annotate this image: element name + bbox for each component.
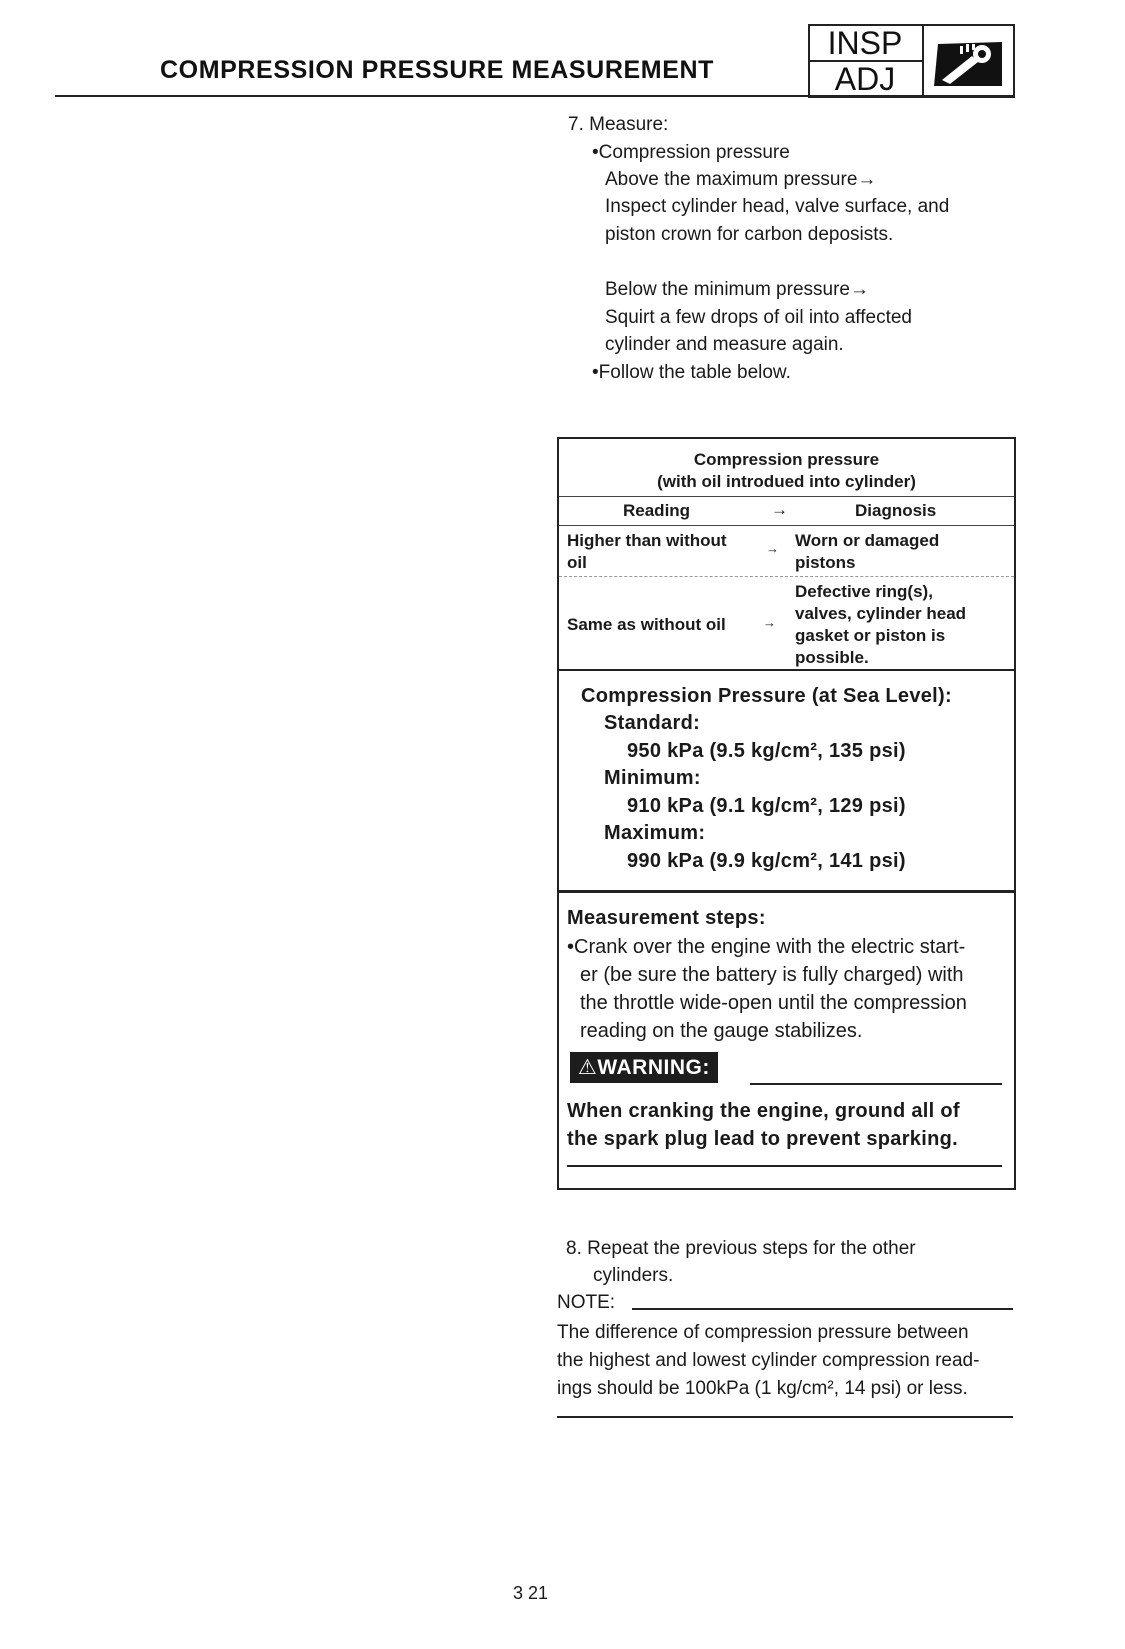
page-number: 3 21: [513, 1583, 549, 1603]
step7-text: Above the maximum pressure→: [605, 169, 877, 190]
warning-text: When cranking the engine, ground all of: [567, 1100, 960, 1122]
table-title: (with oil introdued into cylinder): [657, 472, 916, 491]
note-end-rule: [557, 1416, 1013, 1418]
table-cell: gasket or piston is: [795, 626, 946, 645]
step8-text: cylinders.: [593, 1265, 674, 1286]
table-cell: Defective ring(s),: [795, 582, 933, 601]
warning-rule: [750, 1083, 1002, 1085]
note-rule: [632, 1308, 1013, 1310]
spec-label: Maximum:: [604, 822, 706, 844]
table-cell: pistons: [795, 553, 856, 572]
step7-text: cylinder and measure again.: [605, 334, 844, 355]
step7-heading: 7. Measure:: [568, 114, 669, 135]
step7-bullet: •Follow the table below.: [592, 362, 791, 383]
spec-value: 990 kPa (9.9 kg/cm², 141 psi): [627, 850, 906, 872]
steps-text: er (be sure the battery is fully charged) with: [580, 964, 964, 986]
section-badge: [808, 24, 1015, 98]
table-cell: oil: [567, 553, 587, 572]
warning-end-rule: [567, 1165, 1002, 1167]
step7-text: piston crown for carbon deposists.: [605, 224, 894, 245]
diagnosis-table: [557, 437, 1016, 671]
table-cell: Worn or damaged: [795, 531, 940, 550]
steps-text: reading on the gauge stabilizes.: [580, 1020, 863, 1042]
table-cell: Same as without oil: [567, 615, 726, 634]
column-header-reading: Reading: [623, 501, 691, 520]
warning-text: the spark plug lead to prevent sparking.: [567, 1128, 958, 1150]
warning-label: ⚠WARNING:: [570, 1052, 718, 1083]
spec-value: 950 kPa (9.5 kg/cm², 135 psi): [627, 740, 906, 762]
step7-text: Inspect cylinder head, valve surface, and: [605, 196, 950, 217]
note-text: the highest and lowest cylinder compression read-: [557, 1350, 980, 1371]
spec-value: 910 kPa (9.1 kg/cm², 129 psi): [627, 795, 906, 817]
column-header-diagnosis: Diagnosis: [855, 501, 937, 520]
table-cell: Higher than without: [567, 531, 727, 550]
specs-box: [557, 670, 1016, 892]
table-arrow: →: [766, 541, 779, 556]
note-text: ings should be 100kPa (1 kg/cm², 14 psi) or less.: [557, 1378, 968, 1399]
steps-text: •Crank over the engine with the electric start-: [567, 936, 966, 958]
badge-insp: INSP: [827, 25, 903, 61]
step7-text: Below the minimum pressure→: [605, 279, 869, 300]
table-cell: possible.: [795, 648, 869, 667]
step7-bullet: •Compression pressure: [592, 142, 790, 163]
step7-text: Squirt a few drops of oil into affected: [605, 307, 912, 328]
specs-heading: Compression Pressure (at Sea Level):: [581, 685, 952, 707]
table-cell: valves, cylinder head: [795, 604, 967, 623]
table-title: Compression pressure: [693, 450, 880, 469]
spec-label: Minimum:: [604, 767, 701, 789]
table-arrow: →: [763, 615, 776, 630]
spec-label: Standard:: [604, 712, 701, 734]
badge-adj: ADJ: [834, 61, 896, 97]
column-header-arrow: →: [771, 500, 788, 519]
steps-heading: Measurement steps:: [567, 907, 766, 929]
wrench-tool-icon: [932, 40, 1004, 88]
step8-text: 8. Repeat the previous steps for the other: [566, 1238, 916, 1259]
page-title: COMPRESSION PRESSURE MEASUREMENT: [160, 56, 714, 84]
note-text: The difference of compression pressure between: [557, 1322, 969, 1343]
note-label: NOTE:: [557, 1292, 616, 1313]
steps-text: the throttle wide-open until the compression: [580, 992, 967, 1014]
